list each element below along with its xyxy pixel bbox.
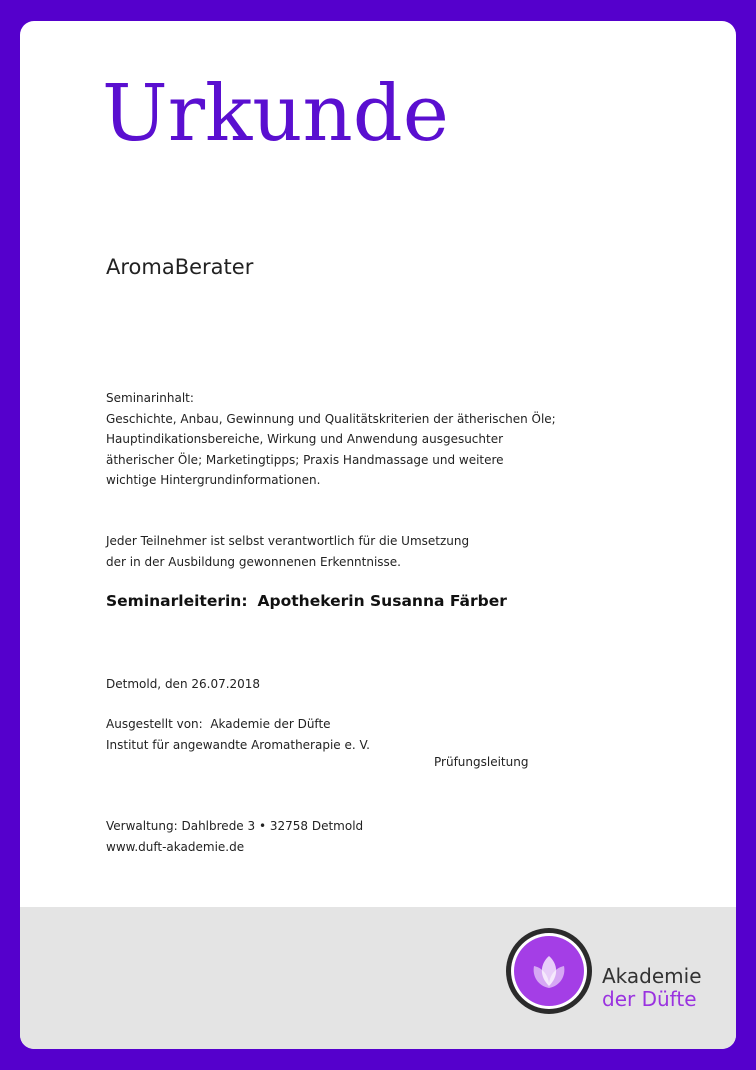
logo-badge (506, 928, 592, 1014)
seminar-content-line: ätherischer Öle; Marketingtipps; Praxis Handmassage und weitere (106, 452, 504, 467)
administration (106, 816, 363, 857)
seminar-content-line: Hauptindikationsbereiche, Wirkung und Anwendung ausgesuchter (106, 432, 504, 446)
certificate-sheet (20, 21, 736, 1049)
seminar-content (106, 388, 556, 491)
course-name: AromaBerater (106, 255, 254, 279)
lotus-icon (514, 936, 584, 1006)
seminar-leader-name: Apothekerin Susanna Färber (257, 592, 507, 610)
logo-wordmark (602, 965, 702, 1011)
logo-line2: der Düfte (602, 987, 697, 1011)
logo-line1: Akademie (602, 964, 702, 988)
website: www.duft-akademie.de (106, 839, 245, 854)
issued-by-line: Institut für angewandte Aromatherapie e. V. (106, 737, 370, 752)
seminar-content-line: wichtige Hintergrundinformationen. (106, 473, 321, 487)
certificate-title: Urkunde (102, 69, 449, 159)
exam-board-signature: Prüfungsleitung (434, 755, 529, 769)
responsibility-line: der in der Ausbildung gewonnenen Erkenntnisse. (106, 554, 401, 569)
admin-address: Verwaltung: Dahlbrede 3 • 32758 Detmold (106, 819, 364, 833)
issued-by-line: Ausgestellt von: Akademie der Düfte (106, 717, 331, 731)
responsibility-line: Jeder Teilnehmer ist selbst verantwortlich für die Umsetzung (106, 534, 470, 548)
seminar-content-line: Geschichte, Anbau, Gewinnung und Qualitätskriterien der ätherischen Öle; (106, 411, 556, 426)
seminar-content-line: Seminarinhalt: (106, 391, 194, 405)
responsibility-note (106, 531, 556, 572)
seminar-leader (106, 592, 507, 610)
issued-by (106, 714, 370, 755)
seminar-leader-label: Seminarleiterin: (106, 592, 248, 610)
place-date: Detmold, den 26.07.2018 (106, 677, 261, 691)
